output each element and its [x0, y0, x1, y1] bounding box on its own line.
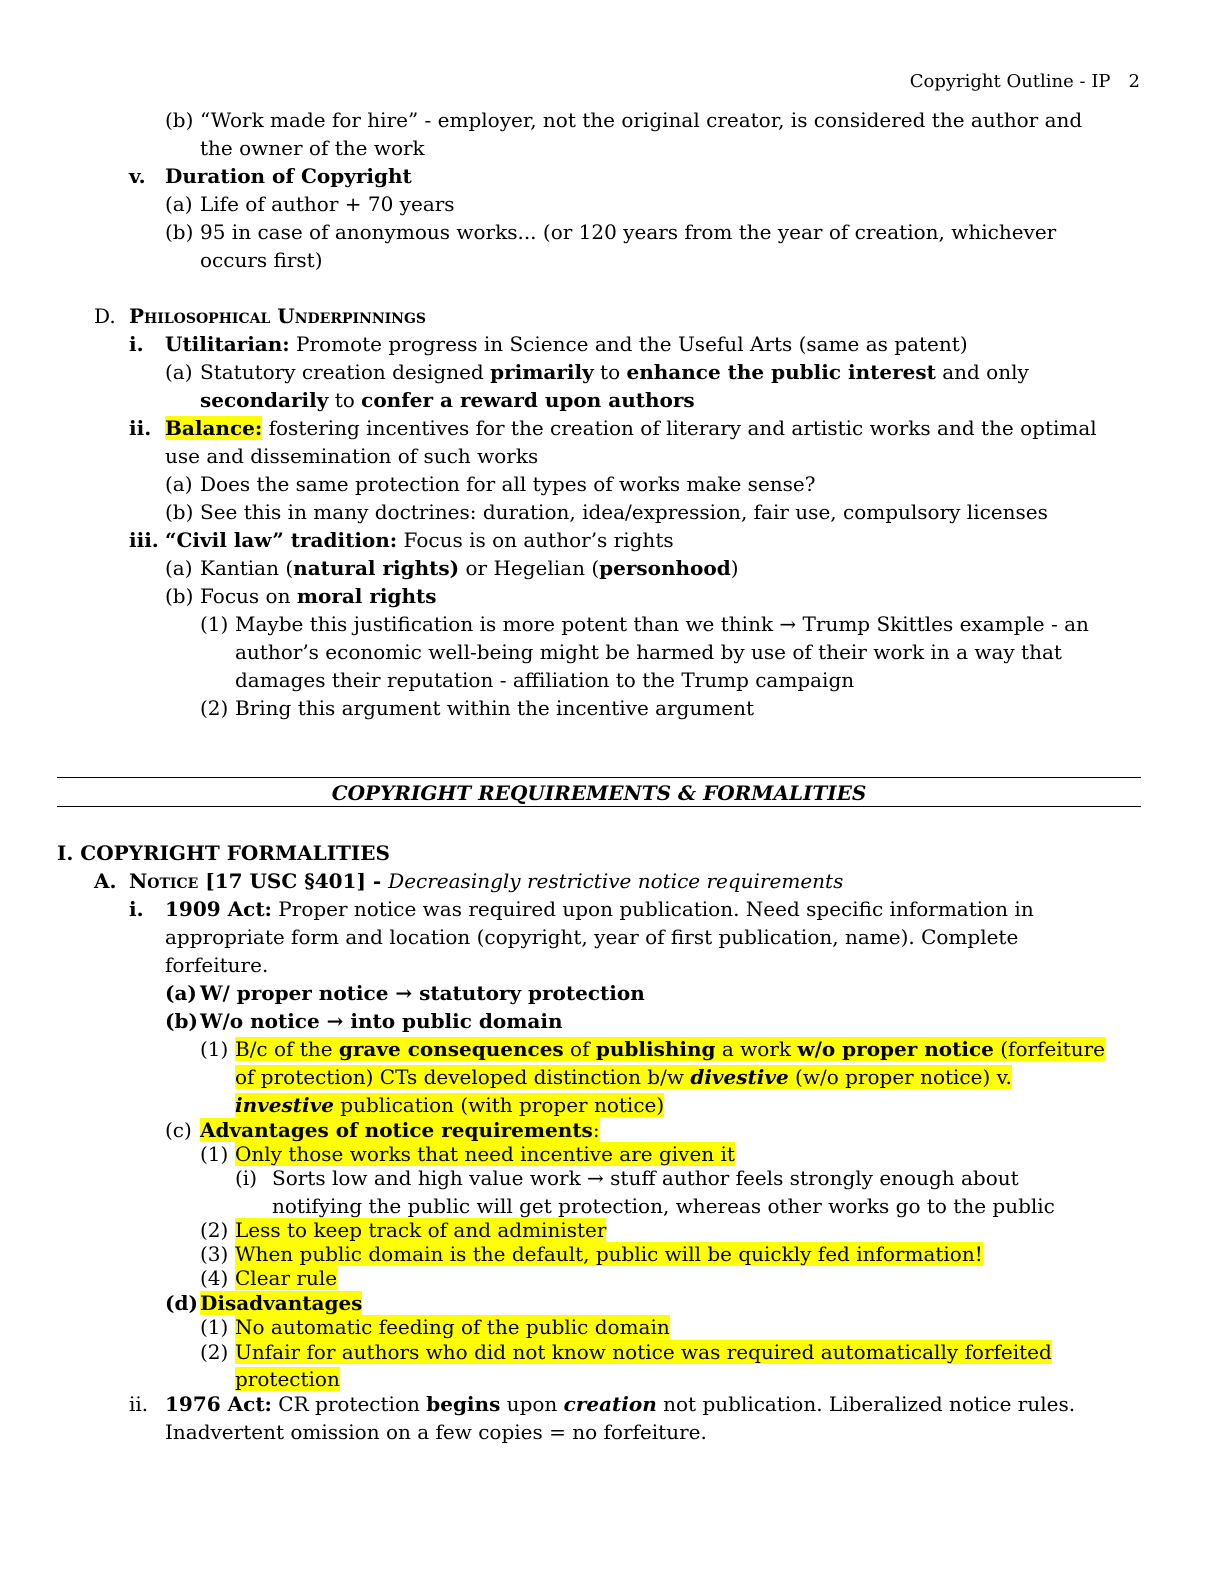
outline-line: investive publication (with proper notice): [235, 1093, 665, 1117]
outline-line: i. 1909 Act: Proper notice was required upon publication. Need specific information in: [129, 897, 1034, 921]
outline-line: occurs first): [200, 248, 323, 272]
outline-line: ii. Balance: fostering incentives for the creation of literary and artistic works and the optimal: [129, 416, 1097, 440]
outline-line: (b) See this in many doctrines: duration, idea/expression, fair use, compulsory licenses: [165, 500, 1048, 524]
outline-line: (a) Does the same protection for all types of works make sense?: [165, 472, 816, 496]
outline-line: (4) Clear rule: [200, 1266, 338, 1290]
outline-line: (2) Less to keep track of and administer: [200, 1218, 607, 1242]
outline-line: (b) Focus on moral rights: [165, 584, 437, 608]
outline-heading: D. Philosophical Underpinnings: [94, 304, 427, 328]
outline-line: (a) W/ proper notice → statutory protection: [165, 981, 645, 1005]
outline-line: use and dissemination of such works: [165, 444, 539, 468]
outline-line: (1) No automatic feeding of the public domain: [200, 1315, 670, 1339]
outline-line: forfeiture.: [165, 953, 269, 977]
outline-line: (c) Advantages of notice requirements:: [165, 1118, 600, 1142]
outline-line: (i) Sorts low and high value work → stuff author feels strongly enough about: [235, 1166, 1019, 1190]
outline-line: (2) Unfair for authors who did not know notice was required automatically forfeited: [200, 1340, 1052, 1364]
outline-line: (3) When public domain is the default, public will be quickly fed information!: [200, 1242, 983, 1266]
outline-line: (1) Maybe this justification is more potent than we think → Trump Skittles example - an: [200, 612, 1089, 636]
outline-line: (a) Life of author + 70 years: [165, 192, 455, 216]
outline-line: of protection) CTs developed distinction b/w divestive (w/o proper notice) v.: [235, 1065, 1012, 1089]
outline-line: (a) Statutory creation designed primarily to enhance the public interest and only: [165, 360, 1029, 384]
header-title: Copyright Outline - IP: [909, 71, 1111, 92]
outline-line: the owner of the work: [200, 136, 425, 160]
outline-heading: A. Notice [17 USC §401] - Decreasingly restrictive notice requirements: [94, 869, 844, 893]
outline-line: author’s economic well-being might be harmed by use of their work in a way that: [235, 640, 1062, 664]
outline-line: (b) 95 in case of anonymous works... (or 120 years from the year of creation, whichever: [165, 220, 1057, 244]
outline-line: (1) B/c of the grave consequences of publishing a work w/o proper notice (forfeiture: [200, 1037, 1105, 1061]
outline-line: iii. “Civil law” tradition: Focus is on author’s rights: [129, 528, 674, 552]
outline-line: (b) “Work made for hire” - employer, not the original creator, is considered the author and: [165, 108, 1083, 132]
section-rule-bottom: [57, 806, 1141, 807]
page-header: [910, 71, 1140, 92]
outline-heading: v. Duration of Copyright: [129, 164, 412, 188]
outline-line: (b) W/o notice → into public domain: [165, 1009, 563, 1033]
page-number: 2: [1128, 71, 1140, 92]
outline-line: protection: [235, 1367, 340, 1391]
section-heading: I. COPYRIGHT FORMALITIES: [57, 841, 390, 865]
section-rule-top: [57, 777, 1141, 778]
outline-line: (1) Only those works that need incentive are given it: [200, 1142, 735, 1166]
outline-line: ii. 1976 Act: CR protection begins upon creation not publication. Liberalized notice rules.: [129, 1392, 1076, 1416]
outline-line: (a) Kantian (natural rights) or Hegelian (personhood): [165, 556, 739, 580]
outline-line: (2) Bring this argument within the incentive argument: [200, 696, 755, 720]
outline-line: secondarily to confer a reward upon authors: [200, 388, 695, 412]
outline-line: i. Utilitarian: Promote progress in Science and the Useful Arts (same as patent): [129, 332, 968, 356]
section-title: COPYRIGHT REQUIREMENTS & FORMALITIES: [331, 781, 867, 805]
outline-line: (d) Disadvantages: [165, 1291, 363, 1315]
outline-line: Inadvertent omission on a few copies = no forfeiture.: [165, 1420, 707, 1444]
outline-line: damages their reputation - affiliation to the Trump campaign: [235, 668, 855, 692]
outline-line: notifying the public will get protection, whereas other works go to the public: [272, 1194, 1055, 1218]
outline-line: appropriate form and location (copyright, year of first publication, name). Complete: [165, 925, 1019, 949]
